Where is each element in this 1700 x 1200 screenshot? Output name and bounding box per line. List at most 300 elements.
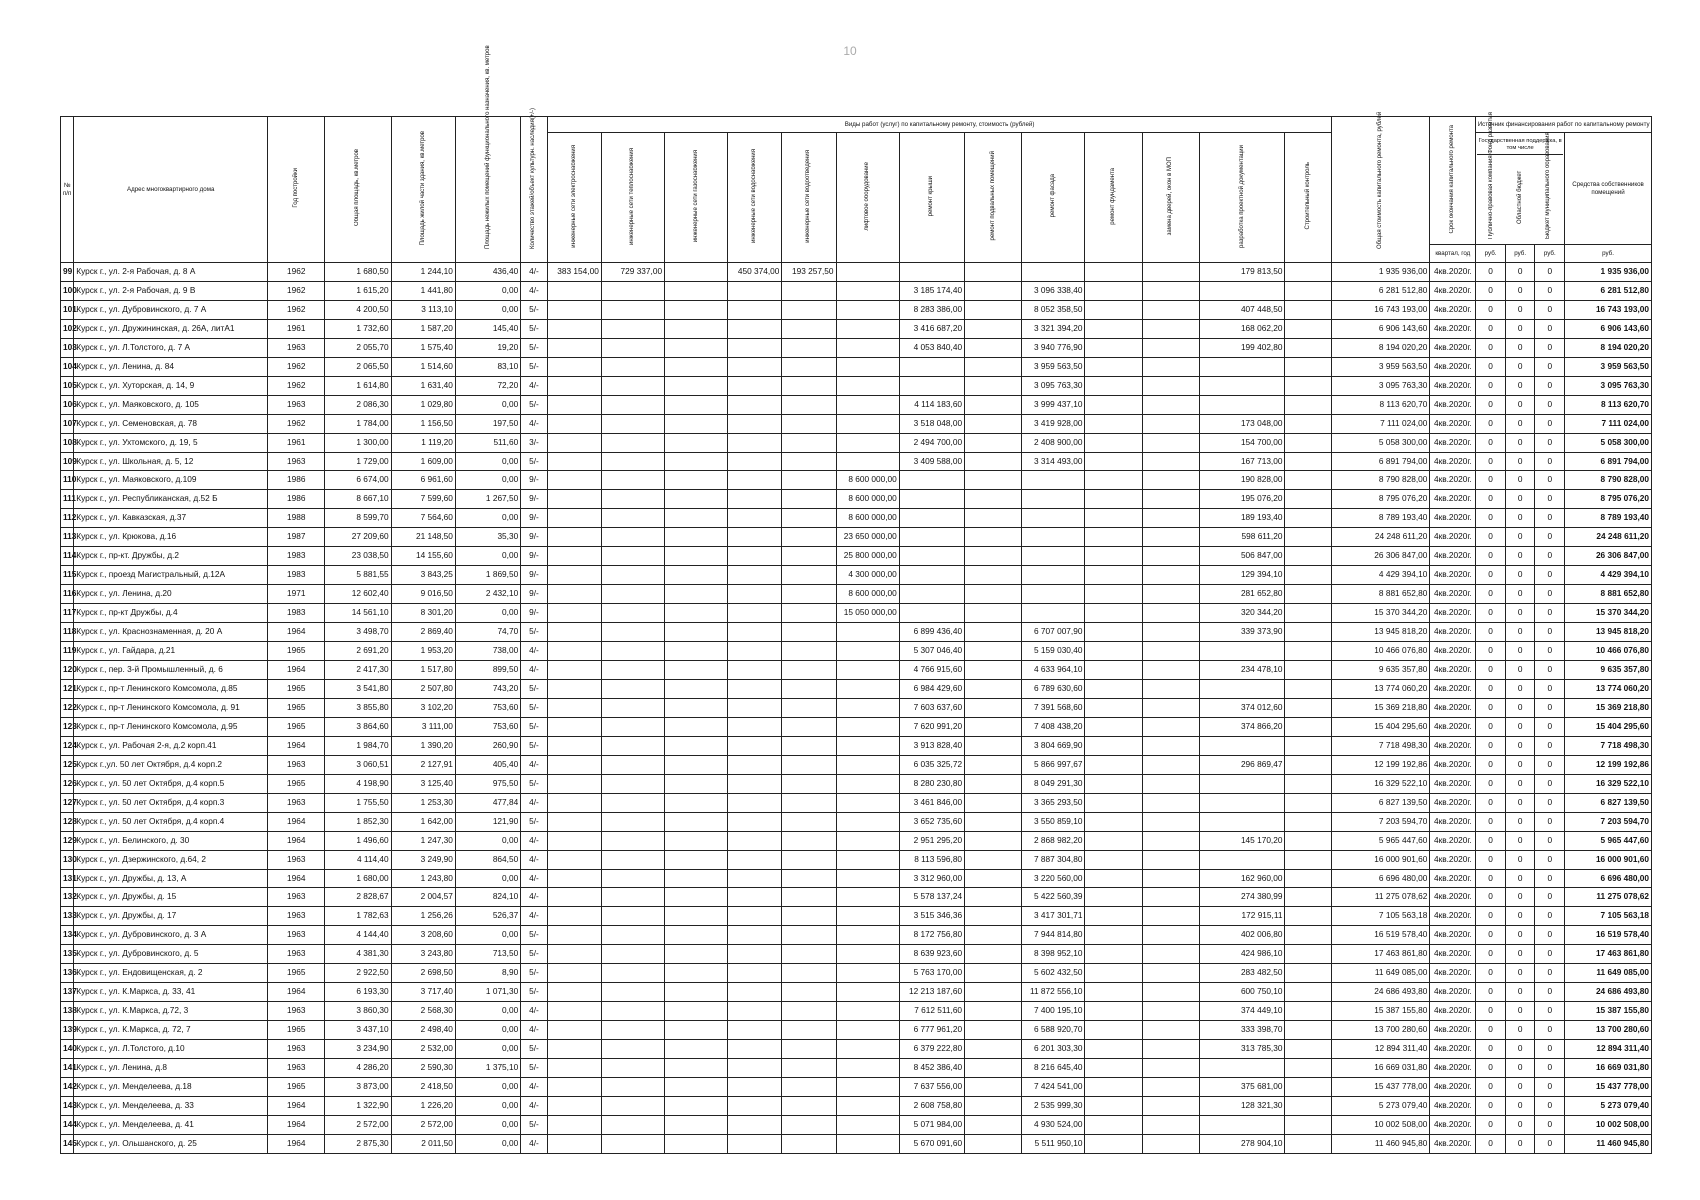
- work-cost-cell: [728, 793, 782, 812]
- address-cell: Курск г., ул. Менделеева, д. 41: [74, 1115, 268, 1134]
- own-funds-cell: 3 095 763,30: [1565, 376, 1652, 395]
- floors-cell: 4/-: [521, 376, 548, 395]
- work-cost-cell: [665, 717, 728, 736]
- fund-fsr-cell: 0: [1476, 623, 1506, 642]
- work-cost-cell: 4 053 840,40: [899, 338, 964, 357]
- work-cost-cell: [782, 395, 836, 414]
- total-cost-cell: 13 700 280,60: [1332, 1021, 1430, 1040]
- work-cost-cell: [782, 661, 836, 680]
- total-cost-cell: 6 281 512,80: [1332, 281, 1430, 300]
- living-area-cell: 3 113,10: [391, 300, 455, 319]
- work-cost-cell: [665, 1134, 728, 1153]
- col-nonliving-area: Площадь нежилых помещений функционального назначения, кв. метров: [455, 117, 520, 263]
- work-cost-cell: 3 096 338,40: [1022, 281, 1085, 300]
- deadline-cell: 4кв.2020г.: [1430, 357, 1476, 376]
- living-area-cell: 2 698,50: [391, 964, 455, 983]
- fund-region-cell: 0: [1505, 964, 1535, 983]
- work-cost-cell: [965, 888, 1022, 907]
- row-number: 104: [61, 357, 74, 376]
- nonliving-area-cell: 753,60: [455, 698, 520, 717]
- fund-region-cell: 0: [1505, 850, 1535, 869]
- work-cost-cell: [1085, 585, 1142, 604]
- row-number: 136: [61, 964, 74, 983]
- work-cost-cell: [1022, 509, 1085, 528]
- year-cell: 1986: [268, 471, 325, 490]
- work-cost-cell: [899, 357, 964, 376]
- address-cell: Курск г., ул. К.Маркса, д. 72, 7: [74, 1021, 268, 1040]
- nonliving-area-cell: 743,20: [455, 679, 520, 698]
- floors-cell: 4/-: [521, 850, 548, 869]
- work-cost-cell: [1285, 888, 1332, 907]
- work-cost-cell: [601, 1134, 664, 1153]
- work-cost-cell: [965, 642, 1022, 661]
- fund-municipal-cell: 0: [1535, 717, 1565, 736]
- work-cost-cell: [547, 1021, 601, 1040]
- living-area-cell: 2 590,30: [391, 1059, 455, 1078]
- own-funds-cell: 15 370 344,20: [1565, 604, 1652, 623]
- work-cost-cell: [836, 793, 899, 812]
- work-cost-cell: [782, 793, 836, 812]
- total-area-cell: 4 200,50: [325, 300, 391, 319]
- work-cost-cell: [836, 661, 899, 680]
- floors-cell: 9/-: [521, 528, 548, 547]
- work-cost-cell: [1022, 263, 1085, 282]
- year-cell: 1962: [268, 263, 325, 282]
- total-cost-cell: 24 248 611,20: [1332, 528, 1430, 547]
- work-cost-cell: 172 915,11: [1199, 907, 1285, 926]
- work-cost-cell: [1285, 1077, 1332, 1096]
- work-cost-cell: [965, 604, 1022, 623]
- work-cost-cell: [601, 452, 664, 471]
- work-cost-cell: [1142, 1115, 1199, 1134]
- work-cost-cell: [782, 755, 836, 774]
- col-work-design: разработка проектной документации: [1199, 133, 1285, 263]
- work-cost-cell: [965, 983, 1022, 1002]
- fund-fsr-cell: 0: [1476, 263, 1506, 282]
- address-cell: Курск г., ул. К.Маркса, д. 33, 41: [74, 983, 268, 1002]
- work-cost-cell: [782, 964, 836, 983]
- work-cost-cell: [782, 736, 836, 755]
- work-cost-cell: [1085, 1115, 1142, 1134]
- work-cost-cell: [547, 1096, 601, 1115]
- year-cell: 1964: [268, 661, 325, 680]
- work-cost-cell: [782, 547, 836, 566]
- fund-fsr-cell: 0: [1476, 319, 1506, 338]
- work-cost-cell: [547, 926, 601, 945]
- address-cell: Курск г.,ул. 50 лет Октября, д.4 корп.2: [74, 755, 268, 774]
- work-cost-cell: [1142, 755, 1199, 774]
- work-cost-cell: 7 408 438,20: [1022, 717, 1085, 736]
- work-cost-cell: [836, 357, 899, 376]
- address-cell: Курск г., ул. Дубровинского, д. 5: [74, 945, 268, 964]
- fund-municipal-cell: 0: [1535, 395, 1565, 414]
- fund-fsr-cell: 0: [1476, 698, 1506, 717]
- work-cost-cell: 3 416 687,20: [899, 319, 964, 338]
- work-cost-cell: 402 006,80: [1199, 926, 1285, 945]
- work-cost-cell: [836, 623, 899, 642]
- work-cost-cell: [728, 1134, 782, 1153]
- table-row: [61, 717, 1652, 736]
- deadline-cell: 4кв.2020г.: [1430, 585, 1476, 604]
- work-cost-cell: [782, 338, 836, 357]
- living-area-cell: 3 102,20: [391, 698, 455, 717]
- table-row: [61, 319, 1652, 338]
- year-cell: 1988: [268, 509, 325, 528]
- table-row: [61, 907, 1652, 926]
- own-funds-cell: 16 329 522,10: [1565, 774, 1652, 793]
- work-cost-cell: [1285, 736, 1332, 755]
- work-cost-cell: [1142, 793, 1199, 812]
- work-cost-cell: [836, 263, 899, 282]
- work-cost-cell: [965, 1059, 1022, 1078]
- floors-cell: 5/-: [521, 452, 548, 471]
- own-funds-cell: 8 881 652,80: [1565, 585, 1652, 604]
- living-area-cell: 1 243,80: [391, 869, 455, 888]
- address-cell: Курск г., ул. Ленина, д.20: [74, 585, 268, 604]
- row-number: 145: [61, 1134, 74, 1153]
- own-funds-cell: 8 790 828,00: [1565, 471, 1652, 490]
- fund-fsr-cell: 0: [1476, 528, 1506, 547]
- work-cost-cell: 234 478,10: [1199, 661, 1285, 680]
- work-cost-cell: [1285, 869, 1332, 888]
- work-cost-cell: [1142, 376, 1199, 395]
- fund-region-cell: 0: [1505, 642, 1535, 661]
- deadline-cell: 4кв.2020г.: [1430, 547, 1476, 566]
- table-row: [61, 357, 1652, 376]
- living-area-cell: 6 961,60: [391, 471, 455, 490]
- work-cost-cell: 506 847,00: [1199, 547, 1285, 566]
- work-cost-cell: [965, 1021, 1022, 1040]
- floors-cell: 4/-: [521, 831, 548, 850]
- row-number: 118: [61, 623, 74, 642]
- deadline-cell: 4кв.2020г.: [1430, 755, 1476, 774]
- work-cost-cell: [728, 907, 782, 926]
- work-cost-cell: [1085, 281, 1142, 300]
- work-cost-cell: [1142, 1021, 1199, 1040]
- work-cost-cell: 3 518 048,00: [899, 414, 964, 433]
- table-row: [61, 774, 1652, 793]
- work-cost-cell: 7 603 637,60: [899, 698, 964, 717]
- year-cell: 1963: [268, 907, 325, 926]
- work-cost-cell: [1085, 774, 1142, 793]
- work-cost-cell: [836, 319, 899, 338]
- work-cost-cell: [782, 698, 836, 717]
- address-cell: Курск г., ул. 50 лет Октября, д.4 корп.3: [74, 793, 268, 812]
- deadline-cell: 4кв.2020г.: [1430, 395, 1476, 414]
- own-funds-cell: 3 959 563,50: [1565, 357, 1652, 376]
- table-row: [61, 793, 1652, 812]
- total-area-cell: 3 864,60: [325, 717, 391, 736]
- fund-municipal-cell: 0: [1535, 604, 1565, 623]
- deadline-cell: 4кв.2020г.: [1430, 414, 1476, 433]
- work-cost-cell: [1142, 300, 1199, 319]
- work-cost-cell: 5 511 950,10: [1022, 1134, 1085, 1153]
- work-cost-cell: [836, 907, 899, 926]
- nonliving-area-cell: 1 375,10: [455, 1059, 520, 1078]
- nonliving-area-cell: 0,00: [455, 831, 520, 850]
- work-cost-cell: [1285, 623, 1332, 642]
- work-cost-cell: [601, 1059, 664, 1078]
- work-cost-cell: [1285, 1002, 1332, 1021]
- floors-cell: 5/-: [521, 679, 548, 698]
- work-cost-cell: [965, 869, 1022, 888]
- work-cost-cell: [836, 755, 899, 774]
- nonliving-area-cell: 0,00: [455, 1077, 520, 1096]
- work-cost-cell: [899, 566, 964, 585]
- deadline-cell: 4кв.2020г.: [1430, 793, 1476, 812]
- living-area-cell: 1 631,40: [391, 376, 455, 395]
- unit-rub: руб.: [1476, 245, 1506, 263]
- deadline-cell: 4кв.2020г.: [1430, 433, 1476, 452]
- work-cost-cell: [665, 774, 728, 793]
- work-cost-cell: [836, 869, 899, 888]
- work-cost-cell: [601, 357, 664, 376]
- fund-fsr-cell: 0: [1476, 395, 1506, 414]
- floors-cell: 5/-: [521, 1040, 548, 1059]
- deadline-cell: 4кв.2020г.: [1430, 661, 1476, 680]
- fund-municipal-cell: 0: [1535, 623, 1565, 642]
- work-cost-cell: [601, 661, 664, 680]
- total-cost-cell: 8 790 828,00: [1332, 471, 1430, 490]
- work-cost-cell: [782, 1096, 836, 1115]
- work-cost-cell: 8 600 000,00: [836, 585, 899, 604]
- floors-cell: 4/-: [521, 263, 548, 282]
- own-funds-cell: 1 935 936,00: [1565, 263, 1652, 282]
- work-cost-cell: [1142, 509, 1199, 528]
- fund-fsr-cell: 0: [1476, 433, 1506, 452]
- floors-cell: 5/-: [521, 945, 548, 964]
- year-cell: 1962: [268, 376, 325, 395]
- work-cost-cell: [965, 357, 1022, 376]
- row-number: 122: [61, 698, 74, 717]
- work-cost-cell: [836, 376, 899, 395]
- work-cost-cell: [1142, 490, 1199, 509]
- work-cost-cell: [665, 1040, 728, 1059]
- nonliving-area-cell: 197,50: [455, 414, 520, 433]
- work-cost-cell: [1142, 850, 1199, 869]
- work-cost-cell: [1142, 945, 1199, 964]
- work-cost-cell: 7 620 991,20: [899, 717, 964, 736]
- work-cost-cell: [1085, 1077, 1142, 1096]
- deadline-cell: 4кв.2020г.: [1430, 490, 1476, 509]
- fund-region-cell: 0: [1505, 888, 1535, 907]
- own-funds-cell: 6 827 139,50: [1565, 793, 1652, 812]
- work-cost-cell: [836, 281, 899, 300]
- table-row: [61, 547, 1652, 566]
- nonliving-area-cell: 511,60: [455, 433, 520, 452]
- fund-municipal-cell: 0: [1535, 888, 1565, 907]
- work-cost-cell: [601, 528, 664, 547]
- living-area-cell: 2 568,30: [391, 1002, 455, 1021]
- total-area-cell: 1 615,20: [325, 281, 391, 300]
- fund-fsr-cell: 0: [1476, 926, 1506, 945]
- work-cost-cell: [547, 964, 601, 983]
- living-area-cell: 2 498,40: [391, 1021, 455, 1040]
- work-cost-cell: [1285, 452, 1332, 471]
- work-cost-cell: [836, 774, 899, 793]
- work-cost-cell: [1285, 831, 1332, 850]
- year-cell: 1965: [268, 642, 325, 661]
- fund-municipal-cell: 0: [1535, 414, 1565, 433]
- work-cost-cell: [728, 1021, 782, 1040]
- work-cost-cell: [1285, 357, 1332, 376]
- year-cell: 1965: [268, 717, 325, 736]
- page-number: 10: [843, 44, 857, 58]
- fund-municipal-cell: 0: [1535, 433, 1565, 452]
- work-cost-cell: [965, 831, 1022, 850]
- total-cost-cell: 16 000 901,60: [1332, 850, 1430, 869]
- table-row: [61, 642, 1652, 661]
- total-cost-cell: 11 649 085,00: [1332, 964, 1430, 983]
- work-cost-cell: [782, 1040, 836, 1059]
- work-cost-cell: [728, 509, 782, 528]
- year-cell: 1965: [268, 698, 325, 717]
- work-cost-cell: 8 600 000,00: [836, 471, 899, 490]
- own-funds-cell: 11 649 085,00: [1565, 964, 1652, 983]
- work-cost-cell: [782, 869, 836, 888]
- row-number: 114: [61, 547, 74, 566]
- work-cost-cell: [1285, 698, 1332, 717]
- work-cost-cell: [601, 698, 664, 717]
- work-cost-cell: [665, 850, 728, 869]
- work-cost-cell: [547, 490, 601, 509]
- unit-deadline: квартал, год: [1430, 245, 1476, 263]
- work-cost-cell: [601, 983, 664, 1002]
- work-cost-cell: [665, 926, 728, 945]
- work-cost-cell: 7 391 568,60: [1022, 698, 1085, 717]
- work-cost-cell: 8 639 923,60: [899, 945, 964, 964]
- nonliving-area-cell: 0,00: [455, 1096, 520, 1115]
- floors-cell: 5/-: [521, 774, 548, 793]
- work-cost-cell: [1142, 471, 1199, 490]
- floors-cell: 4/-: [521, 793, 548, 812]
- nonliving-area-cell: 477,84: [455, 793, 520, 812]
- work-cost-cell: 4 633 964,10: [1022, 661, 1085, 680]
- work-cost-cell: 195 076,20: [1199, 490, 1285, 509]
- table-row: [61, 888, 1652, 907]
- total-cost-cell: 11 460 945,80: [1332, 1134, 1430, 1153]
- work-cost-cell: [782, 357, 836, 376]
- row-number: 109: [61, 452, 74, 471]
- work-cost-cell: [665, 357, 728, 376]
- fund-region-cell: 0: [1505, 983, 1535, 1002]
- work-cost-cell: [1142, 679, 1199, 698]
- fund-region-cell: 0: [1505, 679, 1535, 698]
- year-cell: 1965: [268, 679, 325, 698]
- row-number: 138: [61, 1002, 74, 1021]
- own-funds-cell: 7 111 024,00: [1565, 414, 1652, 433]
- work-cost-cell: [665, 433, 728, 452]
- deadline-cell: 4кв.2020г.: [1430, 907, 1476, 926]
- address-cell: Курск г., ул. Дружбы, д. 13, А: [74, 869, 268, 888]
- fund-region-cell: 0: [1505, 661, 1535, 680]
- work-cost-cell: [547, 547, 601, 566]
- work-cost-cell: [1085, 319, 1142, 338]
- work-cost-cell: 8 052 358,50: [1022, 300, 1085, 319]
- work-cost-cell: [547, 812, 601, 831]
- own-funds-cell: 6 906 143,60: [1565, 319, 1652, 338]
- work-cost-cell: 3 321 394,20: [1022, 319, 1085, 338]
- work-cost-cell: [547, 566, 601, 585]
- work-cost-cell: [665, 585, 728, 604]
- living-area-cell: 2 011,50: [391, 1134, 455, 1153]
- fund-municipal-cell: 0: [1535, 812, 1565, 831]
- work-cost-cell: 4 766 915,60: [899, 661, 964, 680]
- table-row: [61, 623, 1652, 642]
- deadline-cell: 4кв.2020г.: [1430, 1002, 1476, 1021]
- work-cost-cell: [601, 1040, 664, 1059]
- floors-cell: 9/-: [521, 585, 548, 604]
- work-cost-cell: [1022, 547, 1085, 566]
- work-cost-cell: [782, 1021, 836, 1040]
- fund-region-cell: 0: [1505, 907, 1535, 926]
- work-cost-cell: [547, 907, 601, 926]
- floors-cell: 4/-: [521, 1077, 548, 1096]
- deadline-cell: 4кв.2020г.: [1430, 623, 1476, 642]
- work-cost-cell: 4 114 183,60: [899, 395, 964, 414]
- table-row: [61, 679, 1652, 698]
- work-cost-cell: [665, 338, 728, 357]
- address-cell: Курск г., ул. Ленина, д. 84: [74, 357, 268, 376]
- work-cost-cell: [547, 623, 601, 642]
- total-area-cell: 1 496,60: [325, 831, 391, 850]
- work-cost-cell: [782, 509, 836, 528]
- work-cost-cell: 5 670 091,60: [899, 1134, 964, 1153]
- fund-municipal-cell: 0: [1535, 983, 1565, 1002]
- floors-cell: 5/-: [521, 698, 548, 717]
- floors-cell: 4/-: [521, 1134, 548, 1153]
- fund-region-cell: 0: [1505, 1115, 1535, 1134]
- fund-fsr-cell: 0: [1476, 604, 1506, 623]
- work-cost-cell: [965, 1077, 1022, 1096]
- fund-municipal-cell: 0: [1535, 869, 1565, 888]
- work-cost-cell: [665, 812, 728, 831]
- work-cost-cell: [1199, 1059, 1285, 1078]
- work-cost-cell: [728, 831, 782, 850]
- work-cost-cell: 5 071 984,00: [899, 1115, 964, 1134]
- work-cost-cell: [601, 300, 664, 319]
- col-work-roof: ремонт крыши: [899, 133, 964, 263]
- work-cost-cell: 5 422 560,39: [1022, 888, 1085, 907]
- work-cost-cell: [728, 679, 782, 698]
- fund-fsr-cell: 0: [1476, 831, 1506, 850]
- own-funds-cell: 8 789 193,40: [1565, 509, 1652, 528]
- living-area-cell: 1 642,00: [391, 812, 455, 831]
- work-cost-cell: [836, 831, 899, 850]
- work-cost-cell: [1085, 1134, 1142, 1153]
- total-area-cell: 8 667,10: [325, 490, 391, 509]
- work-cost-cell: 168 062,20: [1199, 319, 1285, 338]
- work-cost-cell: [1199, 736, 1285, 755]
- work-cost-cell: [1085, 395, 1142, 414]
- fund-municipal-cell: 0: [1535, 263, 1565, 282]
- work-cost-cell: [547, 1040, 601, 1059]
- work-cost-cell: [1199, 376, 1285, 395]
- total-cost-cell: 8 881 652,80: [1332, 585, 1430, 604]
- deadline-cell: 4кв.2020г.: [1430, 528, 1476, 547]
- work-cost-cell: [547, 755, 601, 774]
- total-area-cell: 3 873,00: [325, 1077, 391, 1096]
- work-cost-cell: [1199, 1115, 1285, 1134]
- works-group-header: Виды работ (услуг) по капитальному ремонту, стоимость (рублей): [547, 117, 1332, 133]
- nonliving-area-cell: 0,00: [455, 509, 520, 528]
- fund-region-cell: 0: [1505, 357, 1535, 376]
- total-cost-cell: 5 965 447,60: [1332, 831, 1430, 850]
- work-cost-cell: 6 707 007,90: [1022, 623, 1085, 642]
- living-area-cell: 2 532,00: [391, 1040, 455, 1059]
- address-cell: Курск г., ул. 2-я Рабочая, д. 8 А: [74, 263, 268, 282]
- work-cost-cell: [1085, 679, 1142, 698]
